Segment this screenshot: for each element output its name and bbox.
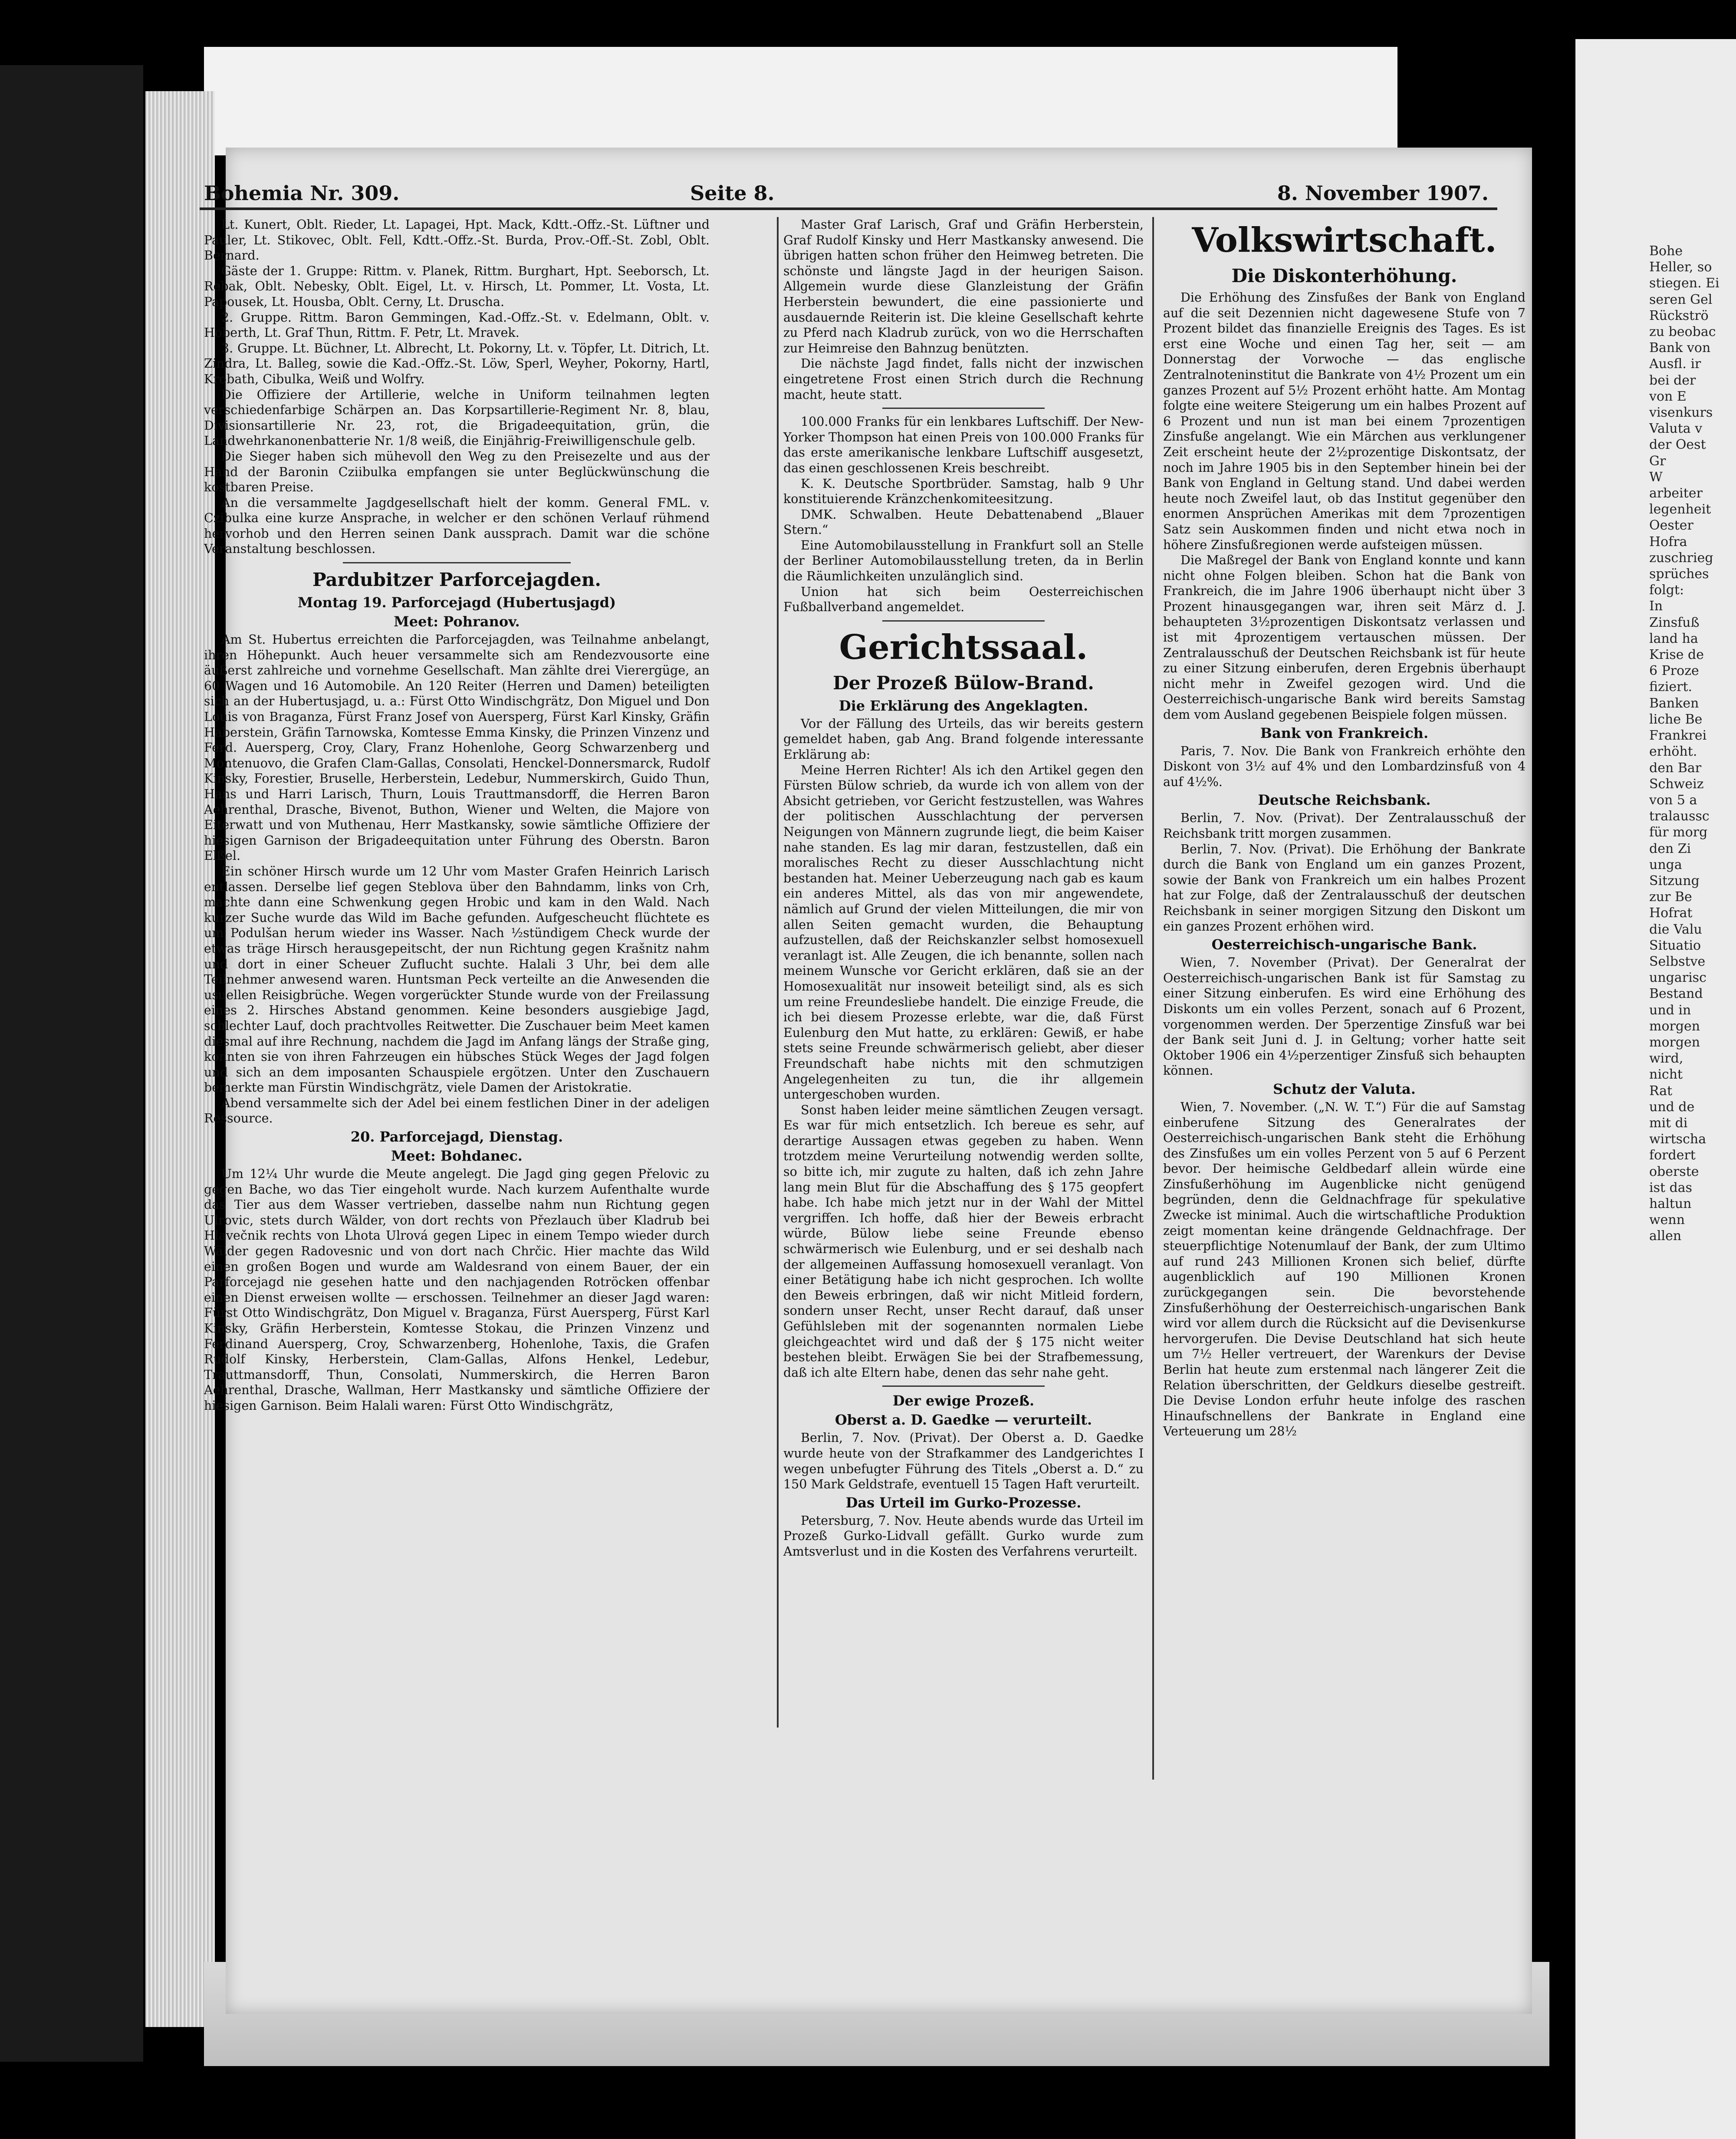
adjacent-page-line: Oester	[1649, 518, 1693, 533]
adjacent-page-line: für morg	[1649, 825, 1708, 840]
scan-background-top	[204, 47, 1397, 155]
adjacent-page-line: sprüches	[1649, 566, 1709, 582]
issue-date: 8. November 1907.	[1277, 181, 1489, 205]
hunt-paragraph-3: Abend versammelte sich der Adel bei einem festlichen Diner in der adeligen Ressource.	[204, 1096, 710, 1126]
page-number: Seite 8.	[690, 181, 775, 205]
wien-paragraph-2: Wien, 7. November. („N. W. T.“) Für die auf Samstag einberufene Sitzung des Generalrates der Oesterreichisch-ungarischen Bank steht die Erhöhung des Zinsfußes um ein volles Perzent von 5 auf 6 Perzent bevor. Der heimische Geldbedarf allein würde eine Zinsfußerhöhung im Augenblicke nicht genügend begründen, denn die Geldnachfrage für spekulative Zwecke ist minimal. Auch die wirtschaftliche Produktion zeigt momentan keine drängende Geldnachfrage. Der steuerpflichtige Notenumlauf der Bank, der zum Ultimo auf rund 243 Millionen Kronen sich belief, dürfte augenblicklich auf 190 Millionen Kronen zurückgegangen sein. Die bevorstehende Zinsfußerhöhung der Oesterreichisch-ungarischen Bank wird vor allem durch die Rücksicht auf die Devisenkurse hervorgerufen. Die Devise Deutschland hat sich heute um 7½ Heller vertreuert, der Warenkurs der Devise Berlin hat heute zum erstenmal nach längerer Zeit die Relation überschritten, der Geldkurs dieselbe gestreift. Die Devise London erfuhr heute infolge des raschen Hinaufschnellens der Bankrate in England eine Verteuerung um 28½	[1163, 1099, 1526, 1439]
section-separator	[882, 408, 1045, 409]
adjacent-page-line: von E	[1649, 388, 1687, 404]
heading-valuta: Schutz der Valuta.	[1273, 1080, 1416, 1097]
meet-label-2: Meet: Bohdanec.	[391, 1148, 523, 1165]
paris-paragraph: Paris, 7. Nov. Die Bank von Frankreich erhöhte den Diskont von 3½ auf 4% und den Lombardzinsfuß von 4 auf 4½%.	[1163, 744, 1526, 789]
issue-label: Bohemia Nr. 309.	[204, 181, 400, 205]
section-separator	[882, 620, 1045, 622]
adjacent-page-line: liche Be	[1649, 711, 1703, 727]
adjacent-page-line: Heller, so	[1649, 260, 1712, 275]
column-1	[204, 217, 710, 1414]
adjacent-page-line: folgt:	[1649, 582, 1684, 598]
section-title-gerichtssaal: Gerichtssaal.	[839, 627, 1088, 667]
adjacent-page-line: Rückströ	[1649, 308, 1709, 323]
column-divider-1	[777, 217, 779, 1728]
adjacent-page-line: Selbstve	[1649, 954, 1706, 969]
adjacent-page-line: legenheit	[1649, 502, 1711, 517]
adjacent-page-line: mit di	[1649, 1115, 1688, 1131]
berlin-paragraph-2: Berlin, 7. Nov. (Privat). Die Erhöhung der Bankrate durch die Bank von England um ein ganzes Prozent, sowie der Bank von Frankreich um ein halbes Prozent hat zur Folge, daß der Zentralausschuß der deutschen Reichsbank in seiner morgigen Sitzung den Diskont um ein ganzes Prozent erhöhen wird.	[1163, 842, 1526, 934]
sport-note-1: K. K. Deutsche Sportbrüder. Samstag, halb 9 Uhr konstituierende Kränzchenkomiteesitzung.	[783, 476, 1144, 507]
meet-label-1: Meet: Pohranov.	[394, 613, 520, 630]
article-title-diskont: Die Diskonterhöhung.	[1231, 265, 1457, 286]
winners-paragraph: Die Sieger haben sich mühevoll den Weg zu den Preisezelte und aus der Hand der Baronin Cziibulka empfangen sie unter Beglückwünschung die kostbaren Preise.	[204, 449, 710, 495]
trial-paragraph-1: Vor der Fällung des Urteils, das wir bereits gestern gemeldet haben, gab Ang. Brand folgende interessante Erklärung ab:	[783, 716, 1144, 762]
adjacent-page-line: W	[1649, 469, 1663, 485]
adjacent-page-line: 6 Proze	[1649, 663, 1699, 679]
article-title-buelow-brand: Der Prozeß Bülow-Brand.	[833, 672, 1094, 694]
auto-exhibition-note: Eine Automobilausstellung in Frankfurt soll an Stelle der Berliner Automobilausstellung treten, da in Berlin die Räumlichkeiten unzulänglich sind.	[783, 538, 1144, 584]
next-hunt-note: Die nächste Jagd findet, falls nicht der inzwischen eingetretene Frost einen Strich durch die Rechnung macht, heute statt.	[783, 356, 1144, 402]
sport-note-2: DMK. Schwalben. Heute Debattenabend „Blauer Stern.“	[783, 507, 1144, 537]
economy-paragraph-2: Die Maßregel der Bank von England konnte und kann nicht ohne Folgen bleiben. Schon hat die Bank von Frankreich, die im Jahre 1906 überhaupt nicht über 3 Prozent hinausgegangen war, ihren seit März d. J. behaupteten 3½prozentigen Diskontsatz verlassen und ist mit 4prozentigem vertauschen müssen. Der Zentralausschuß der Deutschen Reichsbank ist für heute zu einer Sitzung einberufen, deren Ergebnis überhaupt nicht mehr in Zweifel gezogen wird. Und die Oesterreichisch-ungarische Bank wird bereits Samstag dem vom Ausland gegebenen Beispiele folgen müssen.	[1163, 553, 1526, 722]
trial-paragraph-2: Meine Herren Richter! Als ich den Artikel gegen den Fürsten Bülow schrieb, da wurde ich von allem von der Absicht getrieben, vor Gericht festzustellen, was Wahres der politischen Ausschlachtung der perversen Neigungen von Männern zugrunde liegt, die beim Kaiser nahe standen. Es lag mir daran, festzustellen, daß ein moralisches Recht zu dieser Ausschlachtung nicht bestanden hat. Meiner Ueberzeugung nach gab es kaum ein anderes Mittel, als das von mir angewendete, nämlich auf Grund der vielen Mitteilungen, die mir von allen Seiten gemacht wurden, die Behauptung aufzustellen, daß der Reichskanzler selbst homosexuell veranlagt ist. Alle Zeugen, die ich benannte, sollen nach meinem Wunsche vor Gericht erklären, daß sie an der Homosexualität nur insoweit beteiligt sind, als es sich um reine Freundesliebe handelt. Die einzige Freude, die ich bei diesem Prozesse erlebte, war die, daß Fürst Eulenburg den Mut hatte, zu erklären: Gewiß, er habe stets seine Freunde schwärmerisch geliebt, aber dieser Freundschaft habe nichts mit den schmutzigen Angelegenheiten zu tun, die ihr allgemein untergeschoben wurden.	[783, 763, 1144, 1102]
adjacent-page-line: seren Gel	[1649, 292, 1713, 307]
adjacent-page-line: und in	[1649, 1002, 1691, 1018]
adjacent-page-line: stiegen. Ei	[1649, 276, 1720, 291]
hunt-paragraph-1: Am St. Hubertus erreichten die Parforcejagden, was Teilnahme anbelangt, ihren Höhepunkt. Auch heuer versammelte sich am Rendezvousorte eine äußerst zahlreiche und vornehme Gesellschaft. Man zählte drei Vierergüge, an 60 Wagen und 16 Automobile. An 120 Reiter (Herren und Damen) beteiligten sich an der Hubertusjagd, u. a.: Fürst Otto Windischgrätz, Don Miguel und Don Louis von Braganza, Fürst Franz Josef von Auersperg, Fürst Karl Kinsky, Gräfin Haberstein, Gräfin Tarnowska, Komtesse Emma Kinsky, die Prinzen Vinzenz und Ferd. Auersperg, Croy, Clary, Franz Hohenlohe, Georg Schwarzenberg und Montenuovo, die Grafen Clam-Gallas, Consolati, Henckel-Donnersmarck, Rudolf Kinsky, Forestier, Bruselle, Herberstein, Ledebur, Nummerskirch, Guido Thun, Hans und Harri Larisch, Thurn, Louis Trauttmansdorff, die Herren Baron Aehrenthal, Drasche, Bivenot, Buthon, Wiener und Welten, die Majore von Eiterwatt und von Muthenau, Herr Mastkansky, sowie sämtliche Offiziere der hiesigen Garnison der Brigadeequitation unter Führung des Oberstn. Baron Elßel.	[204, 632, 710, 863]
artillery-paragraph: Die Offiziere der Artillerie, welche in Uniform teilnahmen legten verschiedenfarbige Schärpen an. Das Korpsartillerie-Regiment Nr. 8, blau, Divisionsartillerie Nr. 23, rot, die Brigadeequitation, grün, die Landwehrkanonenbatterie Nr. 1/8 weiß, die Einjährig-Freiwilligenschule gelb.	[204, 387, 710, 448]
adjacent-page-line: Valuta v	[1649, 421, 1703, 437]
adjacent-page-line: bei der	[1649, 372, 1696, 388]
article-title-gurko: Das Urteil im Gurko-Prozesse.	[845, 1494, 1082, 1511]
adjacent-page-line: Sitzung	[1649, 873, 1700, 889]
adjacent-page-line: Situatio	[1649, 938, 1701, 953]
adjacent-page-line: Bank von	[1649, 340, 1711, 356]
guest-group-2: 2. Gruppe. Rittm. Baron Gemmingen, Kad.-Offz.-St. v. Edelmann, Oblt. v. Hoberth, Lt. Graf Thun, Rittm. F. Petr, Lt. Mravek.	[204, 310, 710, 340]
article-title-ewige-prozess: Der ewige Prozeß.	[892, 1392, 1035, 1409]
article-subtitle-gaedke: Oberst a. D. Gaedke — verurteilt.	[835, 1412, 1092, 1428]
guest-group-1: Gäste der 1. Gruppe: Rittm. v. Planek, Rittm. Burghart, Hpt. Seeborsch, Lt. Rebak, Oblt. Nebesky, Oblt. Eigel, Lt. v. Hirsch, Lt. Pommer, Lt. Vosta, Lt. Papousek, Lt. Housba, Oblt. Cerny, Lt. Druscha.	[204, 263, 710, 309]
scan-background-left	[0, 65, 143, 2062]
adjacent-page-line: tralaussc	[1649, 809, 1710, 824]
adjacent-page-line: Schweiz	[1649, 776, 1704, 792]
adjacent-page-line: Rat	[1649, 1083, 1673, 1099]
gaedke-paragraph: Berlin, 7. Nov. (Privat). Der Oberst a. D. Gaedke wurde heute von der Strafkammer des Landgerichtes I wegen unbefugter Führung des Titels „Oberst a. D.“ zu 150 Mark Geldstrafe, eventuell 15 Tagen Haft verurteilt.	[783, 1431, 1144, 1492]
guest-group-3: 3. Gruppe. Lt. Büchner, Lt. Albrecht, Lt. Pokorny, Lt. v. Töpfer, Lt. Ditrich, Lt. Zindra, Lt. Balleg, sowie die Kad.-Offz.-St. Löw, Sperl, Weyher, Pokorny, Hartl, Krobath, Cibulka, Weiß und Wolfry.	[204, 341, 710, 386]
officer-list: Lt. Kunert, Oblt. Rieder, Lt. Lapagei, Hpt. Mack, Kdtt.-Offz.-St. Lüftner und Pauler, Lt. Stikovec, Oblt. Fell, Kdtt.-Offz.-St. Burda, Prov.-Off.-St. Zobl, Oblt. Bernard.	[204, 217, 710, 263]
hunt-paragraph-2: Ein schöner Hirsch wurde um 12 Uhr vom Master Grafen Heinrich Larisch entlassen. Derselbe lief gegen Steblova über den Bahndamm, links von Crh, machte dann eine Schwenkung gegen Hrobic und kam in den Wald. Nach kurzer Suche wurde das Wild im Bache gefunden. Aufgescheucht flüchtete es um Podulšan herum wieder ins Wasser. Nach ½stündigem Check wurde der etwas träge Hirsch herausgepeitscht, der nun Richtung gegen Krašnitz nahm und dort in einer Scheuer Zuflucht suchte. Halali 3 Uhr, bei dem alle Teilnehmer anwesend waren. Huntsman Peck verteilte an die Anwesenden die usuellen Reisigbrüche. Wegen vorgerückter Stunde wurde von der Freilassung eines 2. Hirsches Abstand genommen. Keine besonders ausgiebige Jagd, schlechter Lauf, doch prachtvolles Reitwetter. Die Zuschauer beim Meet kamen diesmal auf ihre Rechnung, nachdem die Jagd im Anfang längs der Straße ging, konnten sie von ihren Fahrzeugen ein hübsches Stück Weges der Jagd folgen und sich an dem imposanten Schauspiele ergötzen. Unter den Zuschauern bemerkte man Fürstin Windischgrätz, viele Damen der Aristokratie.	[204, 864, 710, 1095]
heading-reichsbank: Deutsche Reichsbank.	[1258, 792, 1431, 809]
adjacent-page-line: fiziert.	[1649, 679, 1693, 695]
adjacent-page-line: Ausfl. ir	[1649, 356, 1701, 372]
column-2	[783, 217, 1144, 1560]
adjacent-page-line: visenkurs	[1649, 405, 1713, 421]
gurko-paragraph: Petersburg, 7. Nov. Heute abends wurde das Urteil im Prozeß Gurko-Lidvall gefällt. Gurko wurde zum Amtsverlust und in die Kosten des Verfahrens verurteilt.	[783, 1513, 1144, 1559]
adjacent-page-line: haltun	[1649, 1196, 1692, 1211]
adjacent-page-line: wirtscha	[1649, 1132, 1706, 1147]
adjacent-page-line: Gr	[1649, 453, 1666, 469]
adjacent-page-line: Hofrat	[1649, 905, 1693, 921]
column-divider-2	[1152, 217, 1154, 1780]
berlin-paragraph-1: Berlin, 7. Nov. (Privat). Der Zentralausschuß der Reichsbank tritt morgen zusammen.	[1163, 811, 1526, 841]
adjacent-page-line: der Oest	[1649, 437, 1706, 453]
column-3	[1163, 217, 1526, 1439]
adjacent-page-line: arbeiter	[1649, 486, 1703, 501]
section-separator	[343, 562, 570, 563]
adjacent-page-line: Krise de	[1649, 647, 1704, 663]
adjacent-page-line: zu beobac	[1649, 324, 1716, 340]
adjacent-page-line: den Zi	[1649, 841, 1691, 856]
adjacent-page-line: die Valu	[1649, 921, 1702, 937]
adjacent-page-line: Frankrei	[1649, 728, 1707, 744]
adjacent-page-line: unga	[1649, 857, 1682, 872]
adjacent-page-line: In	[1649, 599, 1663, 614]
trial-paragraph-3: Sonst haben leider meine sämtlichen Zeugen versagt. Es war für mich entsetzlich. Ich bereue es sehr, auf derartige Aussagen etwas gegeben zu haben. Wenn trotzdem meine Verurteilung notwendig werden sollte, so bitte ich, mir zugute zu halten, daß ich zehn Jahre lang mein Blut für die Abschaffung des § 175 geopfert habe. Ich habe mich jetzt nur in der Wahl der Mittel vergriffen. Ich hoffe, daß hier der Beweis erbracht würde, Bülow liebe seine Freunde ebenso schwärmerisch wie Eulenburg, und er sei deshalb nach der allgemeinen Auffassung homosexuell veranlagt. Von einer Betätigung habe ich nicht gesprochen. Ich wollte den Beweis erbringen, daß wir nicht Mitleid fordern, sondern unser Recht, unser Recht darauf, daß unser Gefühlsleben mit der sogenannten normalen Liebe gleichgeachtet wird und daß der § 175 nicht weiter bestehen bleibt. Erwägen Sie bei der Strafbemessung, daß ich alte Eltern habe, denen das sehr nahe geht.	[783, 1102, 1144, 1380]
section-separator	[882, 1385, 1045, 1387]
heading-oesterreich-bank: Oesterreichisch-ungarische Bank.	[1211, 936, 1477, 953]
adjacent-page-line: fordert	[1649, 1148, 1696, 1163]
article-subtitle-hubertus: Montag 19. Parforcejagd (Hubertusjagd)	[297, 594, 616, 611]
adjacent-page-line: zur Be	[1649, 889, 1692, 905]
adjacent-page-line: von 5 a	[1649, 792, 1697, 808]
article-subtitle-declaration: Die Erklärung des Angeklagten.	[838, 697, 1088, 714]
article-title-parforce: Pardubitzer Parforcejagden.	[312, 569, 602, 591]
article-subtitle-20: 20. Parforcejagd, Dienstag.	[350, 1129, 563, 1145]
page-header	[204, 181, 1489, 208]
adjacent-page-line: den Bar	[1649, 760, 1702, 776]
adjacent-page-line: erhöht.	[1649, 744, 1697, 760]
adjacent-page-line: wenn	[1649, 1212, 1685, 1228]
adjacent-page-text	[1649, 243, 1736, 1244]
adjacent-page-line: zuschrieg	[1649, 550, 1713, 566]
adjacent-page-line: allen	[1649, 1228, 1682, 1244]
adjacent-page-line: ist das	[1649, 1180, 1693, 1195]
adjacent-page-line: nicht	[1649, 1067, 1683, 1083]
adjacent-page-line: Bestand	[1649, 986, 1703, 1002]
adjacent-page-line: Banken	[1649, 695, 1699, 711]
hunt-continuation: Master Graf Larisch, Graf und Gräfin Herberstein, Graf Rudolf Kinsky und Herr Mastkansky anwesend. Die übrigen hatten schon früher den Heimweg betreten. Die schönste und längste Jagd in der heurigen Saison. Allgemein wurde diese Glanzleistung der Gräfin Herberstein bewundert, die eine passionierte und ausdauernde Reiterin ist. Die kleine Gesellschaft kehrte zu Pferd nach Kladrub zurück, von wo die Herrschaften zur Heimreise den Bahnzug benützten.	[783, 217, 1144, 355]
adjacent-page-line: Hofra	[1649, 534, 1687, 550]
adjacent-page-line: Bohe	[1649, 244, 1683, 259]
adjacent-page-line: morgen	[1649, 1018, 1700, 1034]
hunt-paragraph-4: Um 12¼ Uhr wurde die Meute angelegt. Die Jagd ging gegen Přelovic zu gegen Bache, wo das Tier eingeholt wurde. Nach kurzem Aufenthalte wurde das Tier aus dem Wasser vertrieben, dasselbe nahm nun Richtung gegen Ulrovic, stets durch Wälder, von dort rechts von Přezlauch über Kladrub bei Hlavečnik rechts von Lhota Ulrová gegen Lipec in einem Tempo wieder durch Wälder gegen Radovesnic und von dort nach Chrčic. Hier machte das Wild einen großen Bogen und wurde am Waldesrand von einem Bauer, der ein Parforcejagd nie gesehen hatte und den nachjagenden Rotröcken offenbar einen Dienst erweisen wollte — erschossen. Teilnehmer an dieser Jagd waren: Fürst Otto Windischgrätz, Don Miguel v. Braganza, Fürst Auersperg, Fürst Karl Kinsky, Gräfin Herberstein, Komtesse Stokau, die Prinzen Vinzenz und Ferdinand Auersperg, Croy, Schwarzenberg, Hohenlohe, Taxis, die Grafen Rudolf Kinsky, Herberstein, Clam-Gallas, Alfons Henkel, Ledebur, Trauttmansdorff, Thun, Consolati, Nummerskirch, die Herren Baron Aehrenthal, Drasche, Wallman, Herr Mastkansky und sämtliche Offiziere der hiesigen Garnison. Beim Halali waren: Fürst Otto Windischgrätz,	[204, 1167, 710, 1413]
airship-prize-note: 100.000 Franks für ein lenkbares Luftschiff. Der New-Yorker Thompson hat einen Preis von 100.000 Franks für das erste amerikanische lenkbare Luftschiff ausgesetzt, das einen geschlossenen Kreis beschreibt.	[783, 415, 1144, 475]
adjacent-page-line: ungarisc	[1649, 970, 1706, 986]
adjacent-page-line: morgen	[1649, 1034, 1700, 1050]
adjacent-page-line: Zinsfuß	[1649, 615, 1700, 630]
adjacent-page-line: oberste	[1649, 1164, 1699, 1179]
heading-bank-frankreich: Bank von Frankreich.	[1260, 724, 1429, 741]
header-rule	[200, 207, 1497, 210]
union-note: Union hat sich beim Oesterreichischen Fußballverband angemeldet.	[783, 584, 1144, 615]
adjacent-page-line: wird,	[1649, 1051, 1683, 1066]
adjacent-page-line: und de	[1649, 1099, 1695, 1115]
wien-paragraph-1: Wien, 7. November (Privat). Der Generalrat der Oesterreichisch-ungarischen Bank ist für Samstag zu einer Sitzung einberufen. Es wird eine Erhöhung des Diskonts um ein volles Perzent, sonach auf 6 Prozent, vorgenommen werden. Der 5perzentige Zinsfuß war bei der Bank seit Juni d. J. in Geltung; vorher hatte seit Oktober 1906 ein 4½perzentiger Zinsfuß sich behaupten können.	[1163, 955, 1526, 1078]
closing-paragraph: An die versammelte Jagdgesellschaft hielt der komm. General FML. v. Czibulka eine kurze Ansprache, in welcher er den schönen Verlauf rühmend hervorhob und den Herren seinen Dank aussprach. Damit war die schöne Veranstaltung beschlossen.	[204, 495, 710, 556]
adjacent-page-line: land ha	[1649, 631, 1698, 646]
economy-paragraph-1: Die Erhöhung des Zinsfußes der Bank von England auf die seit Dezennien nicht dagewesene Stufe von 7 Prozent bildet das finanzielle Ereignis des Tages. Es ist erst eine Woche und einen Tag her, seit — am Donnerstag der Vorwoche — das englische Zentralnoteninstitut die Bankrate von 4½ Prozent um ein ganzes Prozent auf 5½ Prozent erhöht hatte. Am Montag folgte eine weitere Steigerung um ein halbes Prozent auf 6 Prozent und nun ist man bei einem 7prozentigen Zinsfuße angelangt. Wie ein Märchen aus verklungener Zeit erscheint heute der 2½prozentige Diskontsatz, der noch im Jahre 1905 bis in den September hinein bei der Bank von England in Geltung stand. Und dabei werden heute noch Zweifel laut, ob das Institut gegenüber den enormen Ansprüchen Amerikas mit dem 7prozentigen Satz sein Auskommen finden und nicht etwa noch in höhere Zinsfußregionen werde aufsteigen müssen.	[1163, 290, 1526, 552]
section-title-volkswirtschaft: Volkswirtschaft.	[1192, 220, 1497, 260]
